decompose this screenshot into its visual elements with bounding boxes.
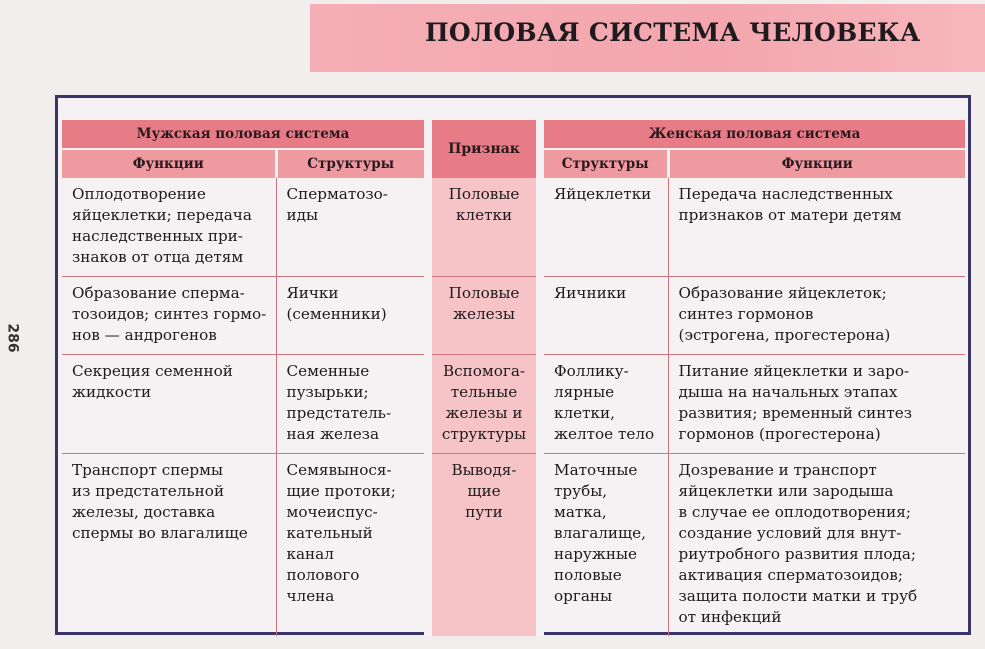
male-structure-cell <box>276 454 428 637</box>
cell-text-line: пути <box>465 503 503 521</box>
cell-text-line: предстатель- <box>286 404 392 422</box>
cell-text-line: создание условий для внут- <box>678 524 902 542</box>
cell-text-line: Фоллику- <box>554 362 629 380</box>
cell-text-line: гормонов (прогестерона) <box>678 425 881 443</box>
female-function-cell <box>668 355 965 454</box>
female-functions-header: Функции <box>668 149 965 178</box>
cell-text-line: Вспомога- <box>442 362 526 380</box>
female-structures-header: Структуры <box>540 149 668 178</box>
feature-cell <box>428 178 540 277</box>
cell-text-line: яйцеклетки или зародыша <box>678 482 894 500</box>
page-number: 286 <box>4 323 21 353</box>
table-body <box>62 178 965 636</box>
cell-text-line: Образование яйцеклеток; <box>678 284 887 302</box>
cell-text-line: канал <box>286 545 334 563</box>
cell-text-line: Семявынося- <box>286 461 392 479</box>
feature-cell <box>428 277 540 355</box>
page-title: ПОЛОВАЯ СИСТЕМА ЧЕЛОВЕКА <box>425 18 921 47</box>
male-structure-cell <box>276 355 428 454</box>
cell-text-line: железы, доставка <box>72 503 216 521</box>
cell-text-line: Семенные <box>286 362 370 380</box>
female-structure-cell <box>540 178 668 277</box>
cell-text-line: Яички <box>286 284 339 302</box>
cell-text-line: признаков от матери детям <box>678 206 902 224</box>
female-structure-cell <box>540 454 668 637</box>
table-row <box>62 355 965 454</box>
cell-text-line: структуры <box>441 425 527 443</box>
cell-text-line: органы <box>554 587 613 605</box>
female-function-cell <box>668 454 965 637</box>
feature-cell <box>428 355 540 454</box>
table-row <box>62 277 965 355</box>
cell-text-line: влагалище, <box>554 524 646 542</box>
cell-text-line: наружные <box>554 545 638 563</box>
cell-text-line: матка, <box>554 503 607 521</box>
cell-text-line: Сперматозо- <box>286 185 388 203</box>
cell-text-line: (эстрогена, прогестерона) <box>678 326 891 344</box>
cell-text-line: щие протоки; <box>286 482 396 500</box>
reproductive-system-table <box>62 120 965 636</box>
cell-text-line: железы <box>453 305 515 323</box>
male-structure-cell <box>276 277 428 355</box>
cell-text-line: трубы, <box>554 482 608 500</box>
female-system-header: Женская половая система <box>540 120 965 149</box>
cell-text-line: железы и <box>445 404 523 422</box>
cell-text-line: тозоидов; синтез гормо- <box>72 305 267 323</box>
cell-text-line: Секреция семенной <box>72 362 233 380</box>
cell-text-line: Образование сперма- <box>72 284 245 302</box>
male-function-cell <box>62 355 276 454</box>
cell-text-line: нов — андрогенов <box>72 326 217 344</box>
cell-text-line: Транспорт спермы <box>72 461 223 479</box>
table-row <box>62 454 965 637</box>
cell-text-line: (семенники) <box>286 305 387 323</box>
cell-text-line: спермы во влагалище <box>72 524 248 542</box>
cell-text-line: синтез гормонов <box>678 305 814 323</box>
male-structures-header: Структуры <box>276 149 428 178</box>
male-functions-header: Функции <box>62 149 276 178</box>
cell-text-line: от инфекций <box>678 608 782 626</box>
cell-text-line: желтое тело <box>554 425 655 443</box>
cell-text-line: тельные <box>450 383 518 401</box>
male-system-header: Мужская половая система <box>62 120 428 149</box>
feature-cell <box>428 454 540 637</box>
cell-text-line: мочеиспус- <box>286 503 378 521</box>
cell-text-line: Передача наследственных <box>678 185 893 203</box>
cell-text-line: клетки <box>455 206 513 224</box>
cell-text-line: ная железа <box>286 425 380 443</box>
male-function-cell <box>62 178 276 277</box>
cell-text-line: клетки, <box>554 404 615 422</box>
cell-text-line: Выводя- <box>451 461 517 479</box>
female-structure-cell <box>540 355 668 454</box>
cell-text-line: члена <box>286 587 335 605</box>
feature-header: Признак <box>428 120 540 178</box>
female-function-cell <box>668 178 965 277</box>
male-function-cell <box>62 454 276 637</box>
cell-text-line: половые <box>554 566 622 584</box>
cell-text-line: лярные <box>554 383 615 401</box>
cell-text-line: Маточные <box>554 461 638 479</box>
female-structure-cell <box>540 277 668 355</box>
male-structure-cell <box>276 178 428 277</box>
cell-text-line: дыша на начальных этапах <box>678 383 898 401</box>
cell-text-line: защита полости матки и труб <box>678 587 918 605</box>
table-row <box>62 178 965 277</box>
cell-text-line: наследственных при- <box>72 227 243 245</box>
cell-text-line: знаков от отца детям <box>72 248 244 266</box>
female-function-cell <box>668 277 965 355</box>
male-function-cell <box>62 277 276 355</box>
cell-text-line: кательный <box>286 524 373 542</box>
cell-text-line: яйцеклетки; передача <box>72 206 252 224</box>
cell-text-line: Дозревание и транспорт <box>678 461 877 479</box>
cell-text-line: Половые <box>448 185 520 203</box>
cell-text-line: Яйцеклетки <box>554 185 652 203</box>
cell-text-line: развития; временный синтез <box>678 404 913 422</box>
cell-text-line: риутробного развития плода; <box>678 545 917 563</box>
cell-text-line: пузырьки; <box>286 383 369 401</box>
cell-text-line: жидкости <box>72 383 152 401</box>
cell-text-line: Питание яйцеклетки и заро- <box>678 362 910 380</box>
cell-text-line: из предстательной <box>72 482 225 500</box>
cell-text-line: Половые <box>448 284 520 302</box>
cell-text-line: щие <box>467 482 501 500</box>
cell-text-line: Оплодотворение <box>72 185 206 203</box>
cell-text-line: активация сперматозоидов; <box>678 566 903 584</box>
cell-text-line: полового <box>286 566 360 584</box>
cell-text-line: в случае ее оплодотворения; <box>678 503 912 521</box>
cell-text-line: Яичники <box>554 284 627 302</box>
cell-text-line: иды <box>286 206 319 224</box>
